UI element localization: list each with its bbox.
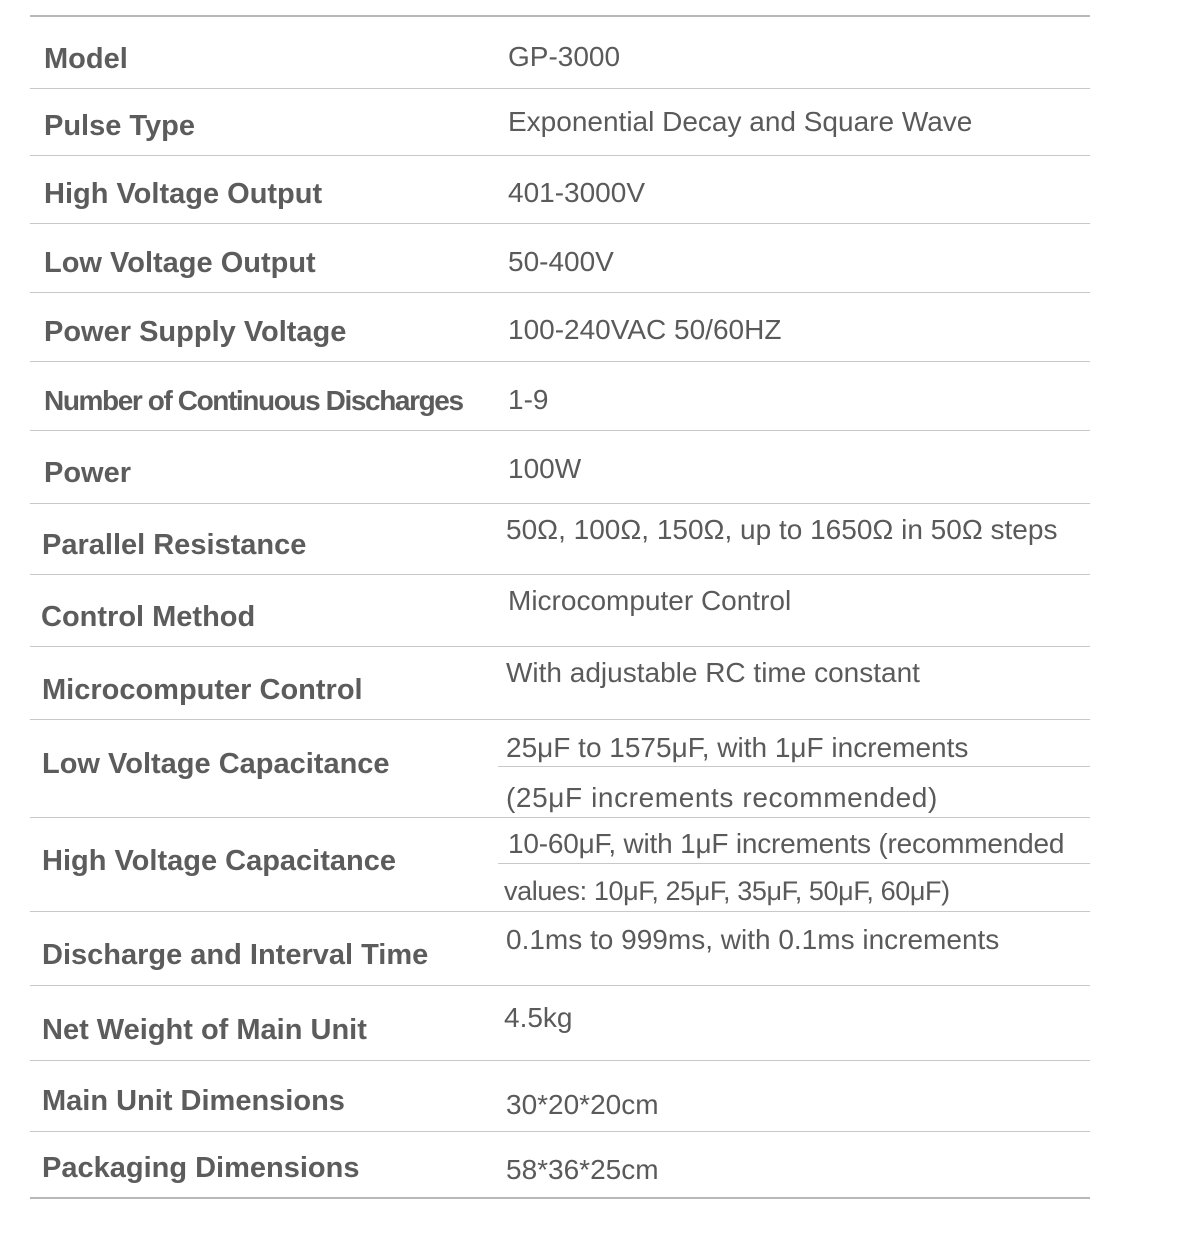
spec-label: Control Method — [41, 601, 256, 633]
spec-value-line1: 10-60μF, with 1μF increments (recommended — [508, 828, 1065, 859]
spec-row-power — [30, 431, 1090, 504]
spec-label: Microcomputer Control — [42, 674, 363, 706]
spec-label: Pulse Type — [44, 110, 195, 142]
spec-value: Exponential Decay and Square Wave — [508, 106, 973, 137]
spec-value: Microcomputer Control — [508, 585, 792, 616]
spec-row-microcomputer-control — [30, 647, 1090, 720]
spec-value: 401-3000V — [508, 177, 646, 208]
spec-label: Power Supply Voltage — [44, 316, 347, 348]
spec-label: Packaging Dimensions — [42, 1152, 360, 1184]
spec-row-discharge-interval-time — [30, 912, 1090, 986]
spec-label: Parallel Resistance — [42, 529, 307, 561]
spec-value: 30*20*20cm — [506, 1089, 659, 1120]
spec-row-packaging-dimensions — [30, 1132, 1090, 1199]
spec-label: Net Weight of Main Unit — [42, 1014, 367, 1046]
spec-value: 50Ω, 100Ω, 150Ω, up to 1650Ω in 50Ω steps — [506, 514, 1058, 545]
spec-label: Discharge and Interval Time — [42, 939, 429, 971]
spec-value: With adjustable RC time constant — [506, 657, 920, 688]
spec-label: Number of Continuous Discharges — [44, 385, 463, 416]
spec-row-pulse-type — [30, 89, 1090, 156]
spec-label: Low Voltage Capacitance — [42, 748, 390, 780]
spec-value: 1-9 — [508, 384, 549, 415]
sub-divider — [498, 766, 1090, 767]
spec-row-power-supply-voltage — [30, 293, 1090, 362]
spec-label: High Voltage Output — [44, 178, 323, 210]
spec-row-parallel-resistance — [30, 504, 1090, 575]
spec-label: Main Unit Dimensions — [42, 1085, 345, 1117]
spec-value: 50-400V — [508, 246, 614, 277]
spec-row-high-voltage-capacitance — [30, 818, 1090, 912]
spec-table — [30, 15, 1090, 1199]
spec-row-low-voltage-capacitance — [30, 720, 1090, 818]
sub-divider — [498, 863, 1090, 864]
spec-value: 100-240VAC 50/60HZ — [508, 314, 782, 345]
spec-label: Model — [44, 43, 128, 75]
spec-value-line2: (25μF increments recommended) — [506, 782, 938, 813]
spec-value: 0.1ms to 999ms, with 0.1ms increments — [506, 924, 1000, 955]
spec-label: High Voltage Capacitance — [42, 845, 396, 877]
spec-row-net-weight — [30, 986, 1090, 1061]
spec-row-model — [30, 17, 1090, 89]
spec-row-control-method — [30, 575, 1090, 647]
spec-row-main-unit-dimensions — [30, 1061, 1090, 1132]
spec-label: Low Voltage Output — [44, 247, 316, 279]
spec-row-continuous-discharges — [30, 362, 1090, 431]
spec-value: GP-3000 — [508, 41, 621, 72]
spec-value: 4.5kg — [504, 1002, 573, 1033]
spec-label: Power — [44, 457, 132, 489]
spec-value: 100W — [508, 453, 582, 484]
spec-value-line1: 25μF to 1575μF, with 1μF increments — [506, 732, 969, 763]
spec-value-line2: values: 10μF, 25μF, 35μF, 50μF, 60μF) — [504, 876, 950, 906]
spec-row-high-voltage-output — [30, 156, 1090, 224]
spec-row-low-voltage-output — [30, 224, 1090, 293]
spec-value: 58*36*25cm — [506, 1154, 659, 1185]
